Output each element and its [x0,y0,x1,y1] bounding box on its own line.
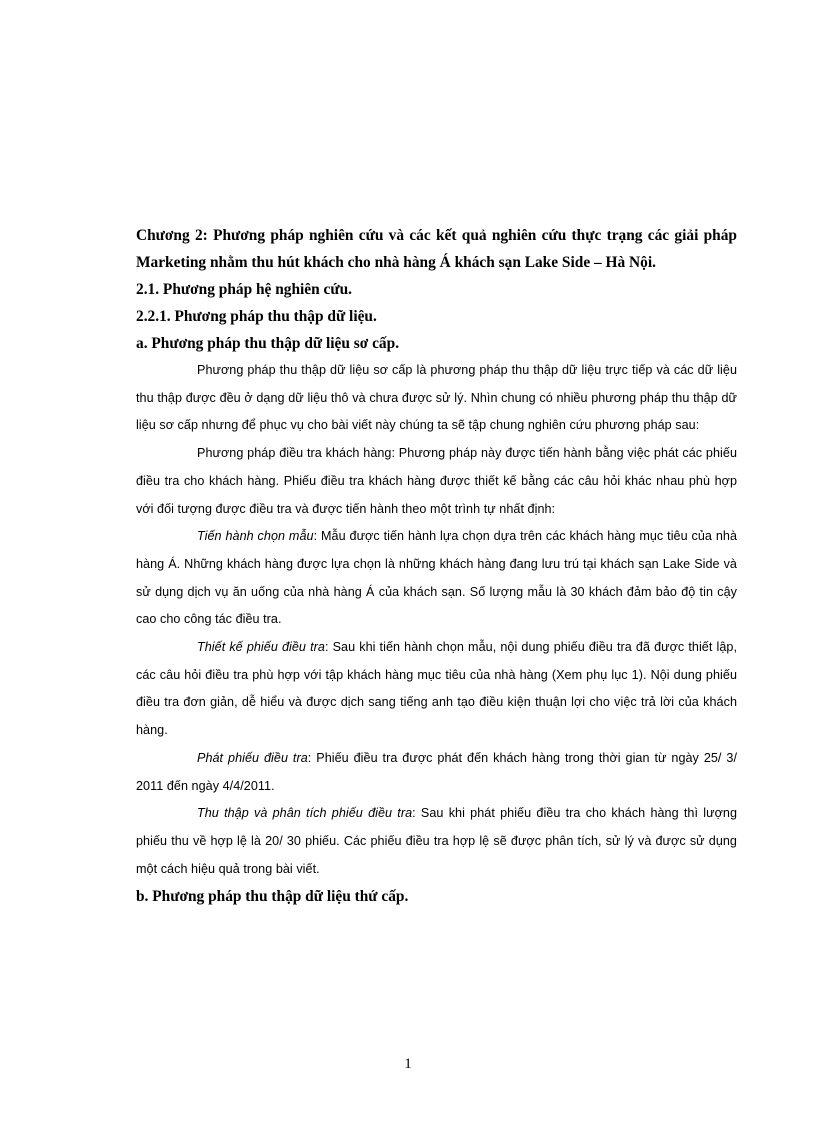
item-analysis [136,800,737,883]
item-distribution-text: : Phiếu điều tra được phát đến khách hàng trong thời gian từ ngày 25/ 3/ 2011 đến ngày 4/4/2011. [136,750,737,793]
subsection-heading-b: b. Phương pháp thu thập dữ liệu thứ cấp. [136,888,409,906]
item-analysis-title: Thu thập và phân tích phiếu điều tra [197,806,413,821]
subsection-heading-a: a. Phương pháp thu thập dữ liệu sơ cấp. [136,335,400,352]
item-design-title: Thiết kế phiếu điều tra [197,640,325,655]
section-heading-2-2-1: 2.2.1. Phương pháp thu thập dữ liệu. [136,308,377,325]
item-distribution [136,745,737,800]
item-design-text: : Sau khi tiến hành chọn mẫu, nội dung phiếu điều tra đã được thiết lập, các câu hỏi điều tra phù hợp với tập khách hàng mục tiêu của nhà hàng (Xem phụ lục 1). Nội dung phiếu điều tra đơn giản, dễ hiểu và được dịch sang tiếng anh tạo điều kiện thuận lợi cho việc trả lời của khách hàng. [136,640,738,738]
item-sampling [136,523,737,634]
page-number: 1 [404,1056,412,1072]
item-analysis-text: : Sau khi phát phiếu điều tra cho khách hàng thì lượng phiếu thu về hợp lệ là 20/ 30 phiếu. Các phiếu điều tra hợp lệ sẽ được phân tích, sử lý và được sử dụng một cách hiệu quả trong bài viết. [136,806,737,876]
section-heading-2-1: 2.1. Phương pháp hệ nghiên cứu. [136,281,353,298]
item-sampling-title: Tiến hành chọn mẫu [197,529,314,544]
item-distribution-title: Phát phiếu điều tra [197,750,308,765]
item-sampling-text: : Mẫu được tiến hành lựa chọn dựa trên các khách hàng mục tiêu của nhà hàng Á. Những khách hàng được lựa chọn là những khách hàng đang lưu trú tại khách sạn Lake Side và sử dụng dịch vụ ăn uống của nhà hàng Á của khách sạn. Số lượng mẫu là 30 khách đảm bảo độ tin cậy cao cho công tác điều tra. [136,529,738,627]
paragraph-survey-method: Phương pháp điều tra khách hàng: Phương pháp này được tiến hành bằng việc phát các phiếu điều tra cho khách hàng. Phiếu điều tra khách hàng được thiết kế bằng các câu hỏi khác nhau phù hợp với đối tượng được điều tra và được tiến hành theo một trình tự nhất định: [136,446,737,516]
chapter-title: Chương 2: Phương pháp nghiên cứu và các kết quả nghiên cứu thực trạng các giải pháp Marketing nhằm thu hút khách cho nhà hàng Á khách sạn Lake Side – Hà Nội. [136,227,737,271]
paragraph-primary-data: Phương pháp thu thập dữ liệu sơ cấp là phương pháp thu thập dữ liệu trực tiếp và các dữ liệu thu thập được đều ở dạng dữ liệu thô và chưa được sử lý. Nhìn chung có nhiều phương pháp thu thập dữ liệu sơ cấp nhưng để phục vụ cho bài viết này chúng ta sẽ tập chung nghiên cứu phương pháp sau: [136,363,737,433]
page-content [136,222,737,910]
item-design [136,634,737,745]
